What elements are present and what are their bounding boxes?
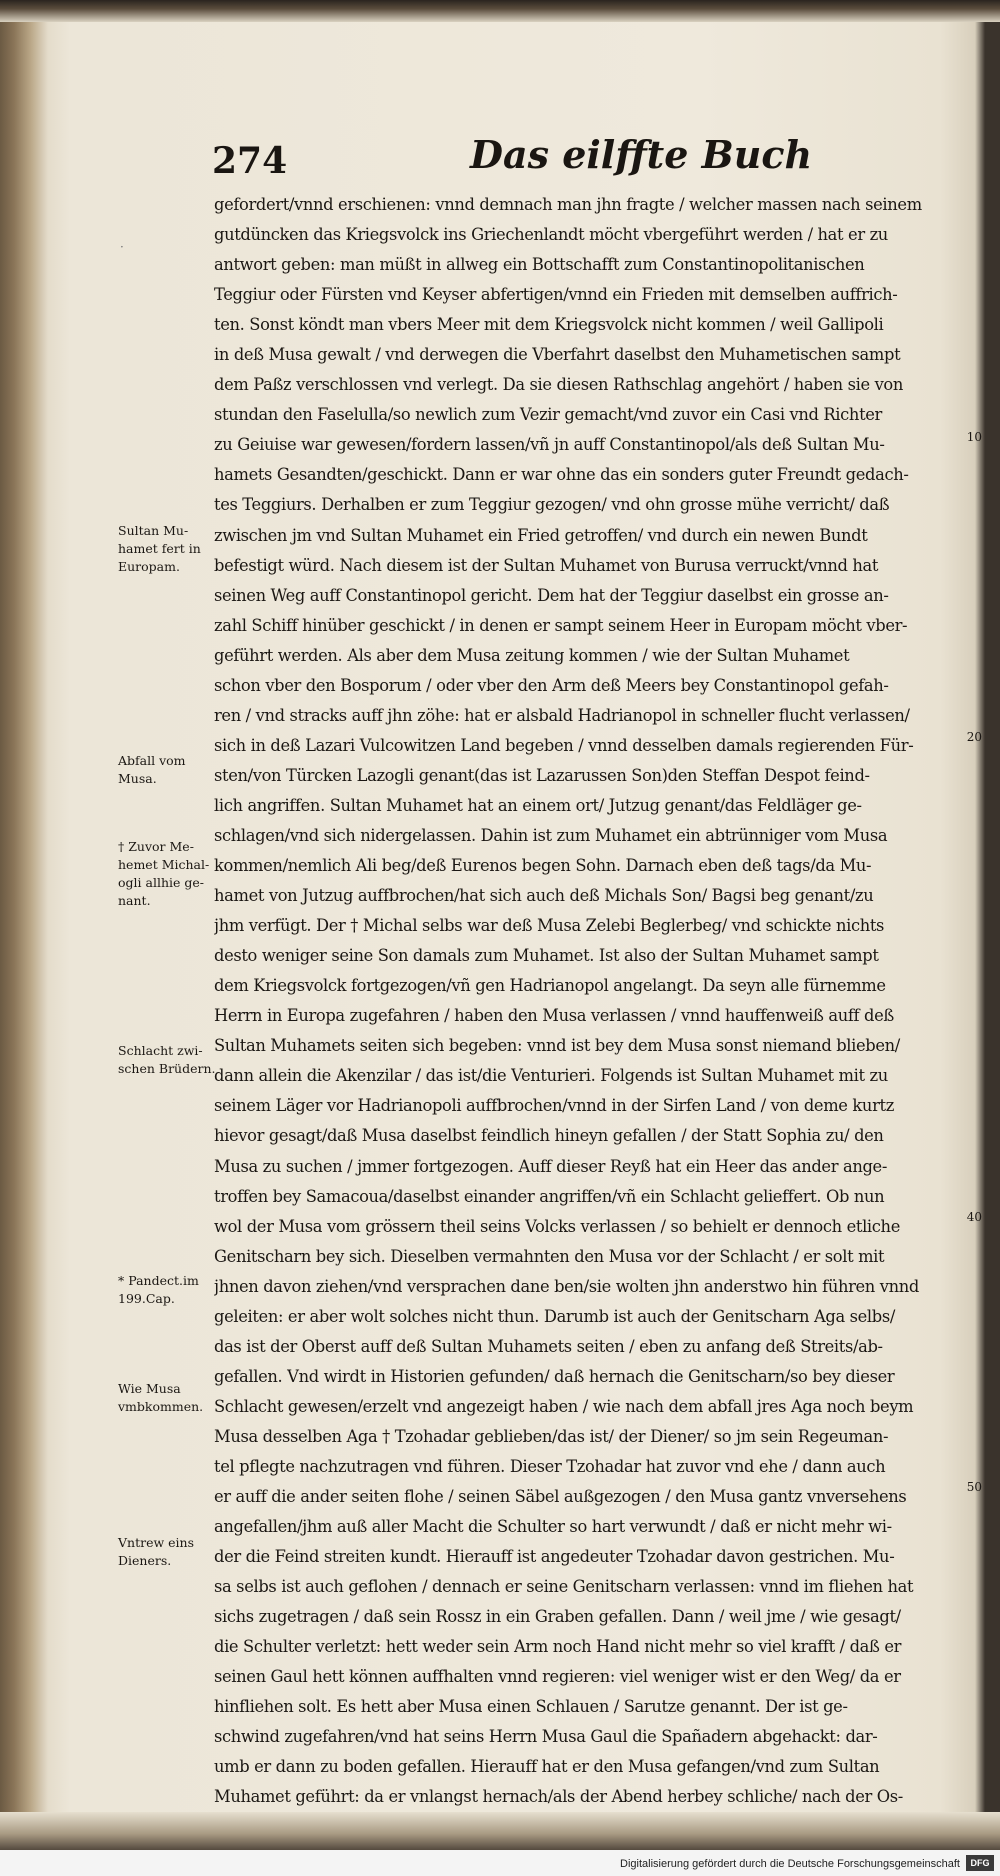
body-text	[214, 190, 976, 1843]
margin-note-vntrew	[118, 1534, 218, 1570]
body-line: sich in deß Lazari Vulcowitzen Land begeben / vnnd desselben damals regierenden Für-	[214, 735, 914, 755]
page-top-edge	[0, 0, 1000, 22]
body-line: geführt werden. Als aber dem Musa zeitung kommen / wie der Sultan Muhamet	[214, 645, 850, 665]
margin-note-line: Abfall vom	[118, 753, 186, 768]
body-line: antwort geben: man müßt in allweg ein Bottschafft zum Constantinopolitanischen	[214, 255, 865, 275]
body-line: seinem Läger vor Hadrianopoli auffbrochen/vnnd in der Sirfen Land / von deme kurtz	[214, 1096, 894, 1116]
body-line: zahl Schiff hinüber geschickt / in denen er sampt seinem Heer in Europam möcht vber-	[214, 615, 908, 635]
body-line: zu Geiuise war gewesen/fordern lassen/vñ jn auff Constantinopol/als deß Sultan Mu-	[214, 435, 885, 455]
body-line: wol der Musa vom grössern theil seins Volcks verlassen / so behielt er dennoch etliche	[214, 1216, 900, 1236]
body-line: zwischen jm vnd Sultan Muhamet ein Fried getroffen/ vnd durch ein newen Bundt	[214, 525, 868, 545]
margin-note-abfall	[118, 752, 218, 788]
body-line: tes Teggiurs. Derhalben er zum Teggiur gezogen/ vnd ohn grosse mühe verricht/ daß	[214, 495, 890, 515]
body-line: seinen Weg auff Constantinopol gericht. Dem hat der Teggiur daselbst ein grosse an-	[214, 585, 889, 605]
margin-note-sultan-muhamet	[118, 522, 218, 576]
margin-note-line: * Pandect.im	[118, 1273, 199, 1288]
page-number: 274	[212, 140, 288, 182]
body-line: dann allein die Akenzilar / das ist/die Venturieri. Folgends ist Sultan Muhamet mit zu	[214, 1066, 888, 1086]
margin-note-line: 199.Cap.	[118, 1291, 175, 1306]
margin-note-schlacht	[118, 1042, 218, 1078]
body-line: Sultan Muhamets seiten sich begeben: vnnd ist bey dem Musa sonst niemand blieben/	[214, 1036, 900, 1056]
margin-note-line: Musa.	[118, 771, 157, 786]
body-line: schlagen/vnd sich nidergelassen. Dahin ist zum Muhamet ein abtrünniger vom Musa	[214, 825, 888, 845]
body-line: sichs zugetragen / daß sein Rossz in ein Graben gefallen. Dann / weil jme / wie gesagt/	[214, 1607, 901, 1627]
body-line: ren / vnd stracks auff jhn zöhe: hat er alsbald Hadrianopol in schneller flucht verlassen/	[214, 705, 910, 725]
body-line: kommen/nemlich Ali beg/deß Eurenos begen Sohn. Darnach eben deß tags/da Mu-	[214, 856, 872, 876]
body-line: sa selbs ist auch geflohen / dennach er seine Genitscharn verlassen: vnnd im fliehen hat	[214, 1577, 914, 1597]
margin-note-line: ogli allhie ge-	[118, 875, 204, 890]
margin-smudge: ·	[120, 240, 124, 254]
margin-note-line: vmbkommen.	[118, 1399, 204, 1414]
body-line: er auff die ander seiten flohe / seinen Säbel außgezogen / den Musa gantz vnversehens	[214, 1487, 907, 1507]
body-line: Musa zu suchen / jmmer fortgezogen. Auff dieser Reyß hat ein Heer das ander ange-	[214, 1156, 887, 1176]
body-line: Musa desselben Aga † Tzohadar geblieben/das ist/ der Diener/ so jm sein Regeuman-	[214, 1426, 889, 1446]
body-line: umb er dann zu boden gefallen. Hierauff hat er den Musa gefangen/vnd zum Sultan	[214, 1757, 880, 1777]
body-line: jhnen davon ziehen/vnd versprachen dane ben/sie wolten jhn anderstwo hin führen vnnd	[214, 1276, 919, 1296]
page-bottom-edge	[0, 1812, 1000, 1852]
margin-note-zuvor-mehemet	[118, 838, 218, 910]
margin-note-line: hamet fert in	[118, 541, 201, 556]
line-marker-20: 20	[966, 730, 982, 744]
body-line: seinen Gaul hett können auffhalten vnnd regieren: viel weniger wist er den Weg/ da er	[214, 1667, 901, 1687]
running-head: Das eilffte Buch	[470, 132, 813, 177]
body-line: der die Feind streiten kundt. Hierauff ist angedeuter Tzohadar davon gestrichen. Mu-	[214, 1547, 895, 1567]
margin-note-line: Europam.	[118, 559, 180, 574]
body-line: schwind zugefahren/vnd hat seins Herrn Musa Gaul die Spañadern abgehackt: dar-	[214, 1727, 878, 1747]
body-line: geleiten: er aber wolt solches nicht thun. Darumb ist auch der Genitscharn Aga selbs/	[214, 1306, 896, 1326]
margin-note-line: † Zuvor Me-	[118, 839, 194, 854]
body-line: angefallen/jhm auß aller Macht die Schulter so hart verwundt / daß er nicht mehr wi-	[214, 1517, 892, 1537]
body-line: befestigt würd. Nach diesem ist der Sultan Muhamet von Burusa verruckt/vnnd hat	[214, 555, 879, 575]
margin-note-line: hemet Michal-	[118, 857, 210, 872]
body-line: Schlacht gewesen/erzelt vnd angezeigt haben / wie nach dem abfall jres Aga noch beym	[214, 1396, 914, 1416]
body-line: ten. Sonst köndt man vbers Meer mit dem Kriegsvolck nicht kommen / weil Gallipoli	[214, 315, 884, 335]
line-marker-40: 40	[966, 1210, 982, 1224]
margin-note-wie-musa	[118, 1380, 218, 1416]
body-line: gefordert/vnnd erschienen: vnnd demnach man jhn fragte / welcher massen nach seinem	[214, 195, 922, 214]
margin-note-line: Wie Musa	[118, 1381, 181, 1396]
body-line: troffen bey Samacoua/daselbst einander angriffen/vñ ein Schlacht gelieffert. Ob nun	[214, 1186, 885, 1206]
margin-note-line: Vntrew eins	[118, 1535, 195, 1550]
body-line: gutdüncken das Kriegsvolck ins Griechenlandt möcht vbergeführt werden / hat er zu	[214, 225, 888, 245]
margin-note-line: Schlacht zwi-	[118, 1043, 203, 1058]
body-line: dem Paßz verschlossen vnd verlegt. Da sie diesen Rathschlag angehört / haben sie von	[214, 375, 904, 395]
body-line: Teggiur oder Fürsten vnd Keyser abfertigen/vnnd ein Frieden mit demselben auffrich-	[214, 285, 898, 305]
body-line: Muhamet geführt: da er vnlangst hernach/als der Abend herbey schliche/ nach der Os-	[214, 1787, 903, 1807]
body-line: tel pflegte nachzutragen vnd führen. Dieser Tzohadar hat zuvor vnd ehe / dann auch	[214, 1456, 886, 1476]
body-line: sten/von Türcken Lazogli genant(das ist Lazarussen Son)den Steffan Despot feind-	[214, 765, 870, 785]
margin-note-pandect	[118, 1272, 218, 1308]
body-line: das ist der Oberst auff deß Sultan Muhamets seiten / eben zu anfang deß Streits/ab-	[214, 1336, 883, 1356]
body-line: gefallen. Vnd wirdt in Historien gefunden/ daß hernach die Genitscharn/so bey dieser	[214, 1366, 895, 1386]
line-marker-10: 10	[966, 430, 982, 444]
margin-note-line: Sultan Mu-	[118, 523, 189, 538]
margin-note-line: nant.	[118, 893, 151, 908]
body-line: hinfliehen solt. Es hett aber Musa einen Schlauen / Sarutze genannt. Der ist ge-	[214, 1697, 848, 1717]
body-line: in deß Musa gewalt / vnd derwegen die Vberfahrt daselbst den Muhametischen sampt	[214, 345, 901, 365]
body-line: desto weniger seine Son damals zum Muhamet. Ist also der Sultan Muhamet sampt	[214, 946, 879, 966]
body-line: dem Kriegsvolck fortgezogen/vñ gen Hadrianopol angelangt. Da seyn alle fürnemme	[214, 976, 886, 996]
body-line: die Schulter verletzt: hett weder sein Arm noch Hand nicht mehr so viel krafft / daß er	[214, 1637, 902, 1657]
margin-note-line: schen Brüdern.	[118, 1061, 216, 1076]
body-line: Genitscharn bey sich. Dieselben vermahnten den Musa vor der Schlacht / er solt mit	[214, 1246, 885, 1266]
dfg-logo: DFG	[966, 1855, 994, 1871]
body-line: stundan den Faselulla/so newlich zum Vezir gemacht/vnd zuvor ein Casi vnd Richter	[214, 405, 882, 425]
line-marker-50: 50	[966, 1480, 982, 1494]
body-line: lich angriffen. Sultan Muhamet hat an einem ort/ Jutzug genant/das Feldläger ge-	[214, 795, 862, 815]
body-line: hamet von Jutzug auffbrochen/hat sich auch deß Michals Son/ Bagsi beg genant/zu	[214, 886, 874, 906]
body-line: hievor gesagt/daß Musa daselbst feindlich hineyn gefallen / der Statt Sophia zu/ den	[214, 1126, 884, 1146]
body-line: Herrn in Europa zugefahren / haben den Musa verlassen / vnnd hauffenweiß auff deß	[214, 1006, 894, 1026]
body-line: jhm verfügt. Der † Michal selbs war deß Musa Zelebi Beglerbeg/ vnd schickte nichts	[214, 916, 885, 936]
body-line: schon vber den Bosporum / oder vber den Arm deß Meers bey Constantinopol gefah-	[214, 675, 889, 695]
footer-credit: Digitalisierung gefördert durch die Deutsche Forschungsgemeinschaft	[620, 1858, 960, 1870]
margin-note-line: Dieners.	[118, 1553, 172, 1568]
body-line: hamets Gesandten/geschickt. Dann er war ohne das ein sonders guter Freundt gedach-	[214, 465, 909, 485]
